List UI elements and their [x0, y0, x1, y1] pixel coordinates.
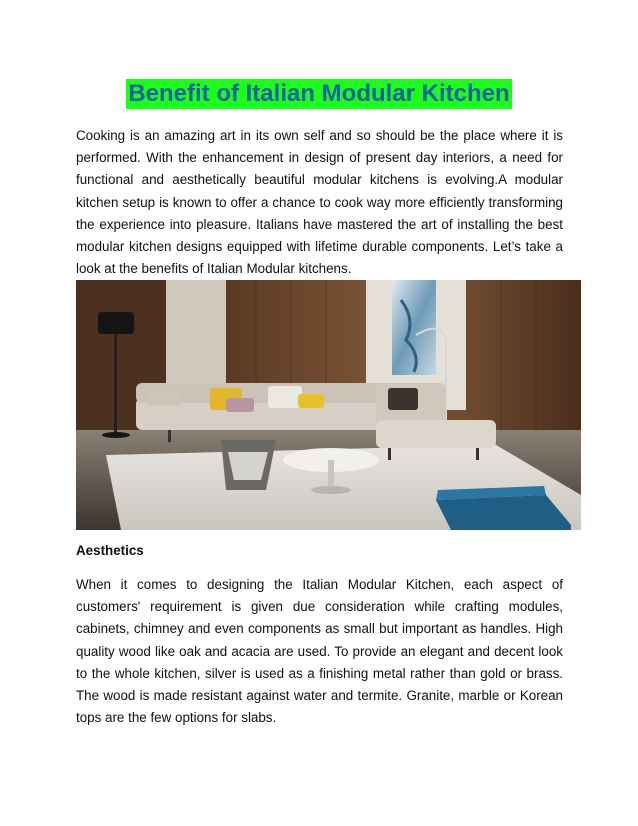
- living-room-sofa-photo: [76, 280, 581, 530]
- page-title: Benefit of Italian Modular Kitchen: [128, 80, 510, 107]
- section-paragraph: When it comes to designing the Italian Modular Kitchen, each aspect of customers' requirement is given due consideration while crafting modules, cabinets, chimney and even components as small but important as handles. High quality wood like oak and acacia are used. To provide an elegant and decent look to the whole kitchen, silver is used as a finishing metal rather than gold or brass. The wood is made resistant against water and termite. Granite, marble or Korean tops are the few options for slabs.: [76, 577, 563, 726]
- intro-paragraph: Cooking is an amazing art in its own self and so should be the place where it is performed. With the enhancement in design of present day interiors, a need for functional and aesthetically beautiful modular kitchens is evolving.A modular kitchen setup is known to offer a chance to cook way more efficiently transforming the experience into pleasure. Italians have mastered the art of installing the best modular kitchen designs equipped with lifetime durable components. Let’s take a look at the benefits of Italian Modular kitchens.: [76, 128, 563, 277]
- title-container: [0, 79, 638, 109]
- section-heading: Aesthetics: [76, 543, 144, 558]
